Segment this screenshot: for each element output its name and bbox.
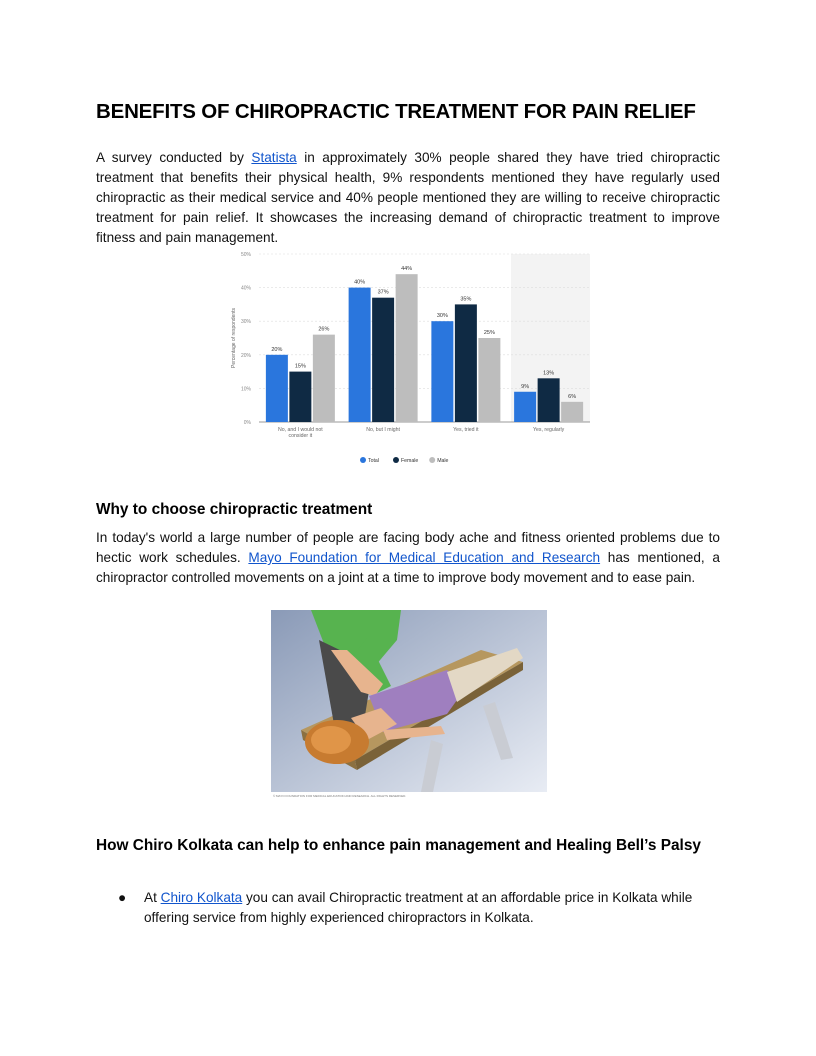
chart-y-tick-label: 40% (240, 285, 251, 292)
chart-bar (538, 378, 560, 422)
chart-data-label: 40% (354, 279, 366, 286)
bullet-text-start: At (144, 890, 161, 905)
chart-data-label: 30% (436, 313, 448, 320)
legend-label: Total (368, 458, 379, 464)
chart-data-label: 37% (377, 289, 389, 296)
chart-bar (514, 392, 536, 422)
mayo-foundation-link[interactable]: Mayo Foundation for Medical Education and Research (248, 550, 601, 565)
chart-y-ticks (241, 252, 252, 426)
chart-x-tick-label: No, but I might (366, 427, 400, 433)
legend-label: Female (401, 458, 419, 464)
chart-y-tick-label: 50% (240, 252, 251, 258)
chart-data-label: 15% (294, 363, 306, 370)
chart-y-axis-label: Percentage of respondents (231, 307, 237, 369)
why-text-start: In today's world a large number of people are facing body ache and fitness oriented problems due to hectic work schedules. (96, 530, 720, 565)
illustration-caption: © MAYO FOUNDATION FOR MEDICAL EDUCATION AND RESEARCH. ALL RIGHTS RESERVED. (273, 794, 407, 798)
chart-data-label: 9% (521, 383, 530, 390)
chart-x-tick-label: Yes, tried it (453, 427, 479, 433)
legend-swatch (393, 457, 399, 463)
chart-bar (289, 372, 311, 422)
chart-legend (360, 457, 449, 464)
chart-bar (266, 355, 288, 422)
chiropractic-illustration (271, 610, 547, 798)
chart-data-label: 20% (271, 346, 283, 353)
chart-data-label: 44% (401, 266, 413, 273)
chart-data-label: 25% (483, 330, 495, 336)
intro-text-end: in approximately 30% people shared they have tried chiropractic treatment that benefits their physical health, 9% respondents mentioned they have regularly used chiropractic as their medical service and 40% people mentioned they are willing to receive chiropractic treatment for pain relief. It showcases the increasing demand of chiropractic treatment to improve fitness and pain management. (96, 150, 720, 245)
bullet-marker: ● (118, 890, 127, 905)
chart-data-label: 6% (568, 393, 577, 400)
chart-data-label: 26% (318, 326, 330, 333)
why-text-end: has mentioned, a chiropractor controlled movements on a joint at a time to improve body movement and to ease pain. (96, 550, 720, 585)
intro-paragraph (96, 148, 720, 248)
chart-x-tick-label: No, and I would not (278, 427, 323, 433)
chart-y-tick-label: 20% (240, 352, 251, 359)
statista-link[interactable]: Statista (251, 150, 297, 165)
chart-y-tick-label: 30% (240, 319, 251, 326)
bullet-text-end: you can avail Chiropractic treatment at an affordable price in Kolkata while offering service from highly experienced chiropractors in Kolkata. (144, 890, 693, 925)
why-paragraph (96, 528, 720, 588)
chiro-kolkata-link[interactable]: Chiro Kolkata (160, 890, 243, 905)
chart-bar (455, 304, 477, 422)
chart-x-tick-label: consider it (288, 433, 313, 439)
chart-bar (478, 338, 500, 422)
page-title: BENEFITS OF CHIROPRACTIC TREATMENT FOR PAIN RELIEF (96, 100, 696, 123)
survey-bar-chart (229, 250, 593, 472)
legend-swatch (360, 457, 366, 463)
chart-x-tick-label: Yes, regularly (533, 427, 565, 433)
intro-text-start: A survey conducted by (96, 150, 252, 165)
chart-y-tick-label: 0% (243, 420, 251, 426)
chart-bar (372, 298, 394, 422)
bullet-text (144, 888, 720, 928)
chart-bar (313, 335, 335, 422)
chart-bar (349, 288, 371, 422)
chart-bar (561, 402, 583, 422)
chart-x-ticks (278, 427, 565, 439)
section-heading-why: Why to choose chiropractic treatment (96, 501, 373, 518)
chart-bar (431, 321, 453, 422)
chart-y-tick-label: 10% (240, 386, 251, 393)
legend-swatch (429, 457, 435, 463)
chart-data-label: 35% (460, 296, 472, 303)
chart-bar (396, 274, 418, 422)
legend-label: Male (437, 458, 449, 464)
chart-data-label: 13% (543, 370, 555, 377)
section-heading-how: How Chiro Kolkata can help to enhance pain management and Healing Bell’s Palsy (96, 837, 701, 854)
